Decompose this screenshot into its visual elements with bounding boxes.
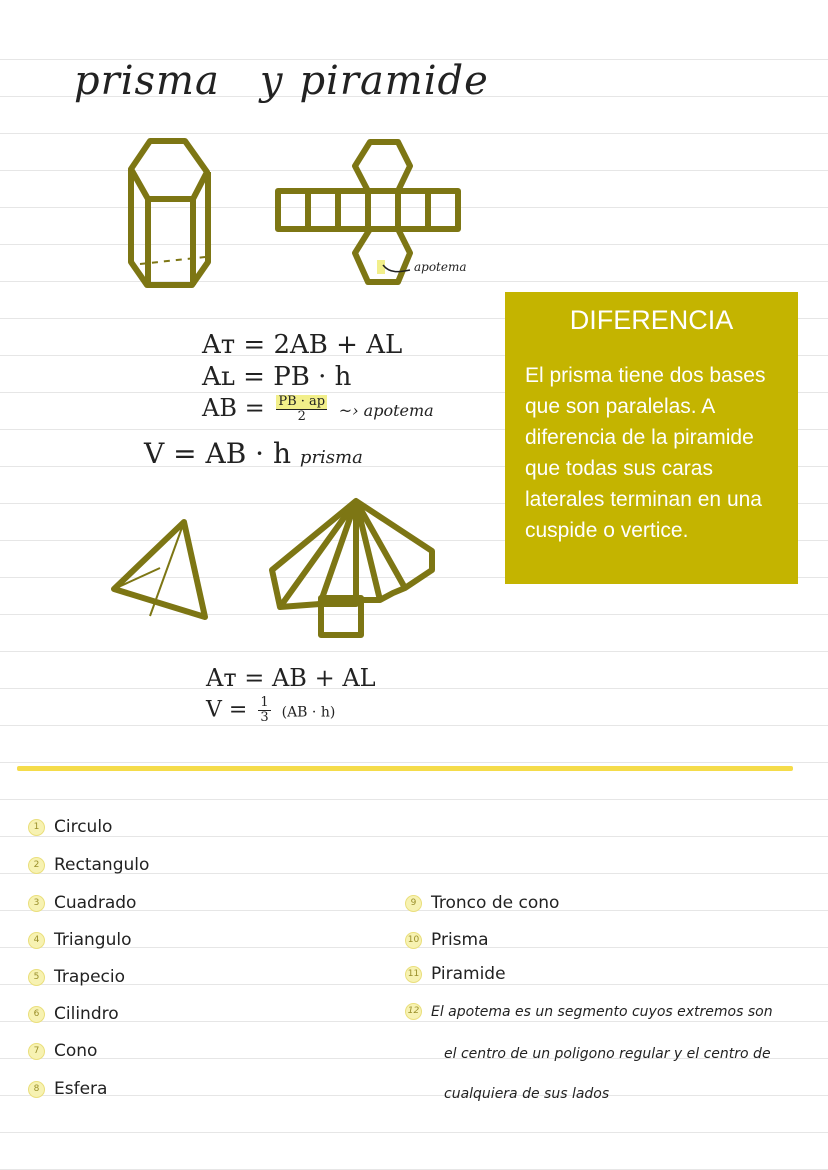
prism-formula-volume (144, 437, 363, 470)
legend-label: Prisma (431, 930, 489, 950)
title-word-y: y (259, 58, 284, 104)
volume-main: V = AB · h (144, 437, 292, 470)
legend-number-marker: 10 (405, 932, 422, 949)
pyramid-formula-volume (206, 696, 335, 725)
fraction-numerator: PB · ap (278, 394, 326, 409)
pyramid-net-drawing (272, 501, 432, 635)
legend-item (405, 964, 506, 984)
prism-formula-total-area: Aᴛ = 2AB + AL (202, 330, 403, 360)
pyramid-volume-lhs: V = (206, 697, 248, 723)
legend-label: Cilindro (54, 1004, 119, 1024)
legend-item (28, 855, 149, 875)
pyramid-fraction-numerator: 1 (260, 695, 269, 710)
title-word-piramide: piramide (299, 58, 489, 104)
legend-number-marker: 4 (28, 932, 45, 949)
pyramid-formula-total-area: Aᴛ = AB + AL (206, 664, 376, 692)
legend-item (28, 1041, 97, 1061)
volume-note: prisma (299, 447, 363, 468)
legend-item (405, 1003, 773, 1020)
legend-item (405, 930, 489, 950)
legend-number-marker: 11 (405, 966, 422, 983)
section-divider (17, 766, 793, 771)
diferencia-body: El prisma tiene dos bases que son paralelas. A diferencia de la piramide que todas sus caras laterales terminan en una cuspide o vertice. (525, 364, 766, 542)
legend-item (28, 1004, 119, 1024)
legend-label: Rectangulo (54, 855, 150, 875)
base-area-fraction (276, 395, 327, 424)
legend-label: Cuadrado (54, 893, 137, 913)
legend-item (405, 893, 559, 913)
legend-label: Triangulo (54, 930, 132, 950)
pyramid-fraction-denominator: 3 (260, 710, 269, 725)
legend-number-marker: 1 (28, 819, 45, 836)
legend-number-marker: 3 (28, 895, 45, 912)
legend-number-marker: 6 (28, 1006, 45, 1023)
pyramid-drawing (114, 522, 205, 617)
legend-item (28, 893, 136, 913)
legend-number-marker: 12 (405, 1003, 422, 1020)
pyramid-volume-fraction (258, 696, 270, 725)
legend-number-marker: 8 (28, 1081, 45, 1098)
legend-number-marker: 9 (405, 895, 422, 912)
apotema-note: ~› apotema (338, 401, 434, 420)
apotema-definition-line-1: El apotema es un segmento cuyos extremos son (431, 1003, 773, 1020)
legend-number-marker: 7 (28, 1043, 45, 1060)
prism-formula-base-area (202, 394, 434, 424)
pyramid-volume-rest: (AB · h) (281, 704, 336, 721)
legend-label: Cono (54, 1041, 98, 1061)
hexagonal-prism-drawing (131, 141, 208, 285)
legend-label: Piramide (431, 964, 506, 984)
apotema-label: apotema (414, 260, 467, 274)
legend-number-marker: 5 (28, 969, 45, 986)
base-area-lhs: AB = (202, 394, 265, 422)
legend-item (28, 1079, 107, 1099)
legend-item (28, 817, 112, 837)
prism-formula-lateral-area: Aʟ = PB · h (202, 362, 352, 392)
legend-label: Trapecio (54, 967, 126, 987)
legend-number-marker: 2 (28, 857, 45, 874)
legend-label: Circulo (54, 817, 113, 837)
legend-label: Tronco de cono (431, 893, 560, 913)
apotema-definition-line-2: el centro de un poligono regular y el centro de (444, 1046, 771, 1062)
legend-item (28, 967, 125, 987)
legend-item (28, 930, 131, 950)
diferencia-box (505, 292, 798, 584)
diferencia-title: DIFERENCIA (569, 305, 734, 335)
apotema-definition-line-3: cualquiera de sus lados (444, 1086, 610, 1102)
legend-label: Esfera (54, 1079, 108, 1099)
fraction-denominator: 2 (297, 409, 306, 424)
title-word-prisma: prisma (74, 58, 220, 104)
